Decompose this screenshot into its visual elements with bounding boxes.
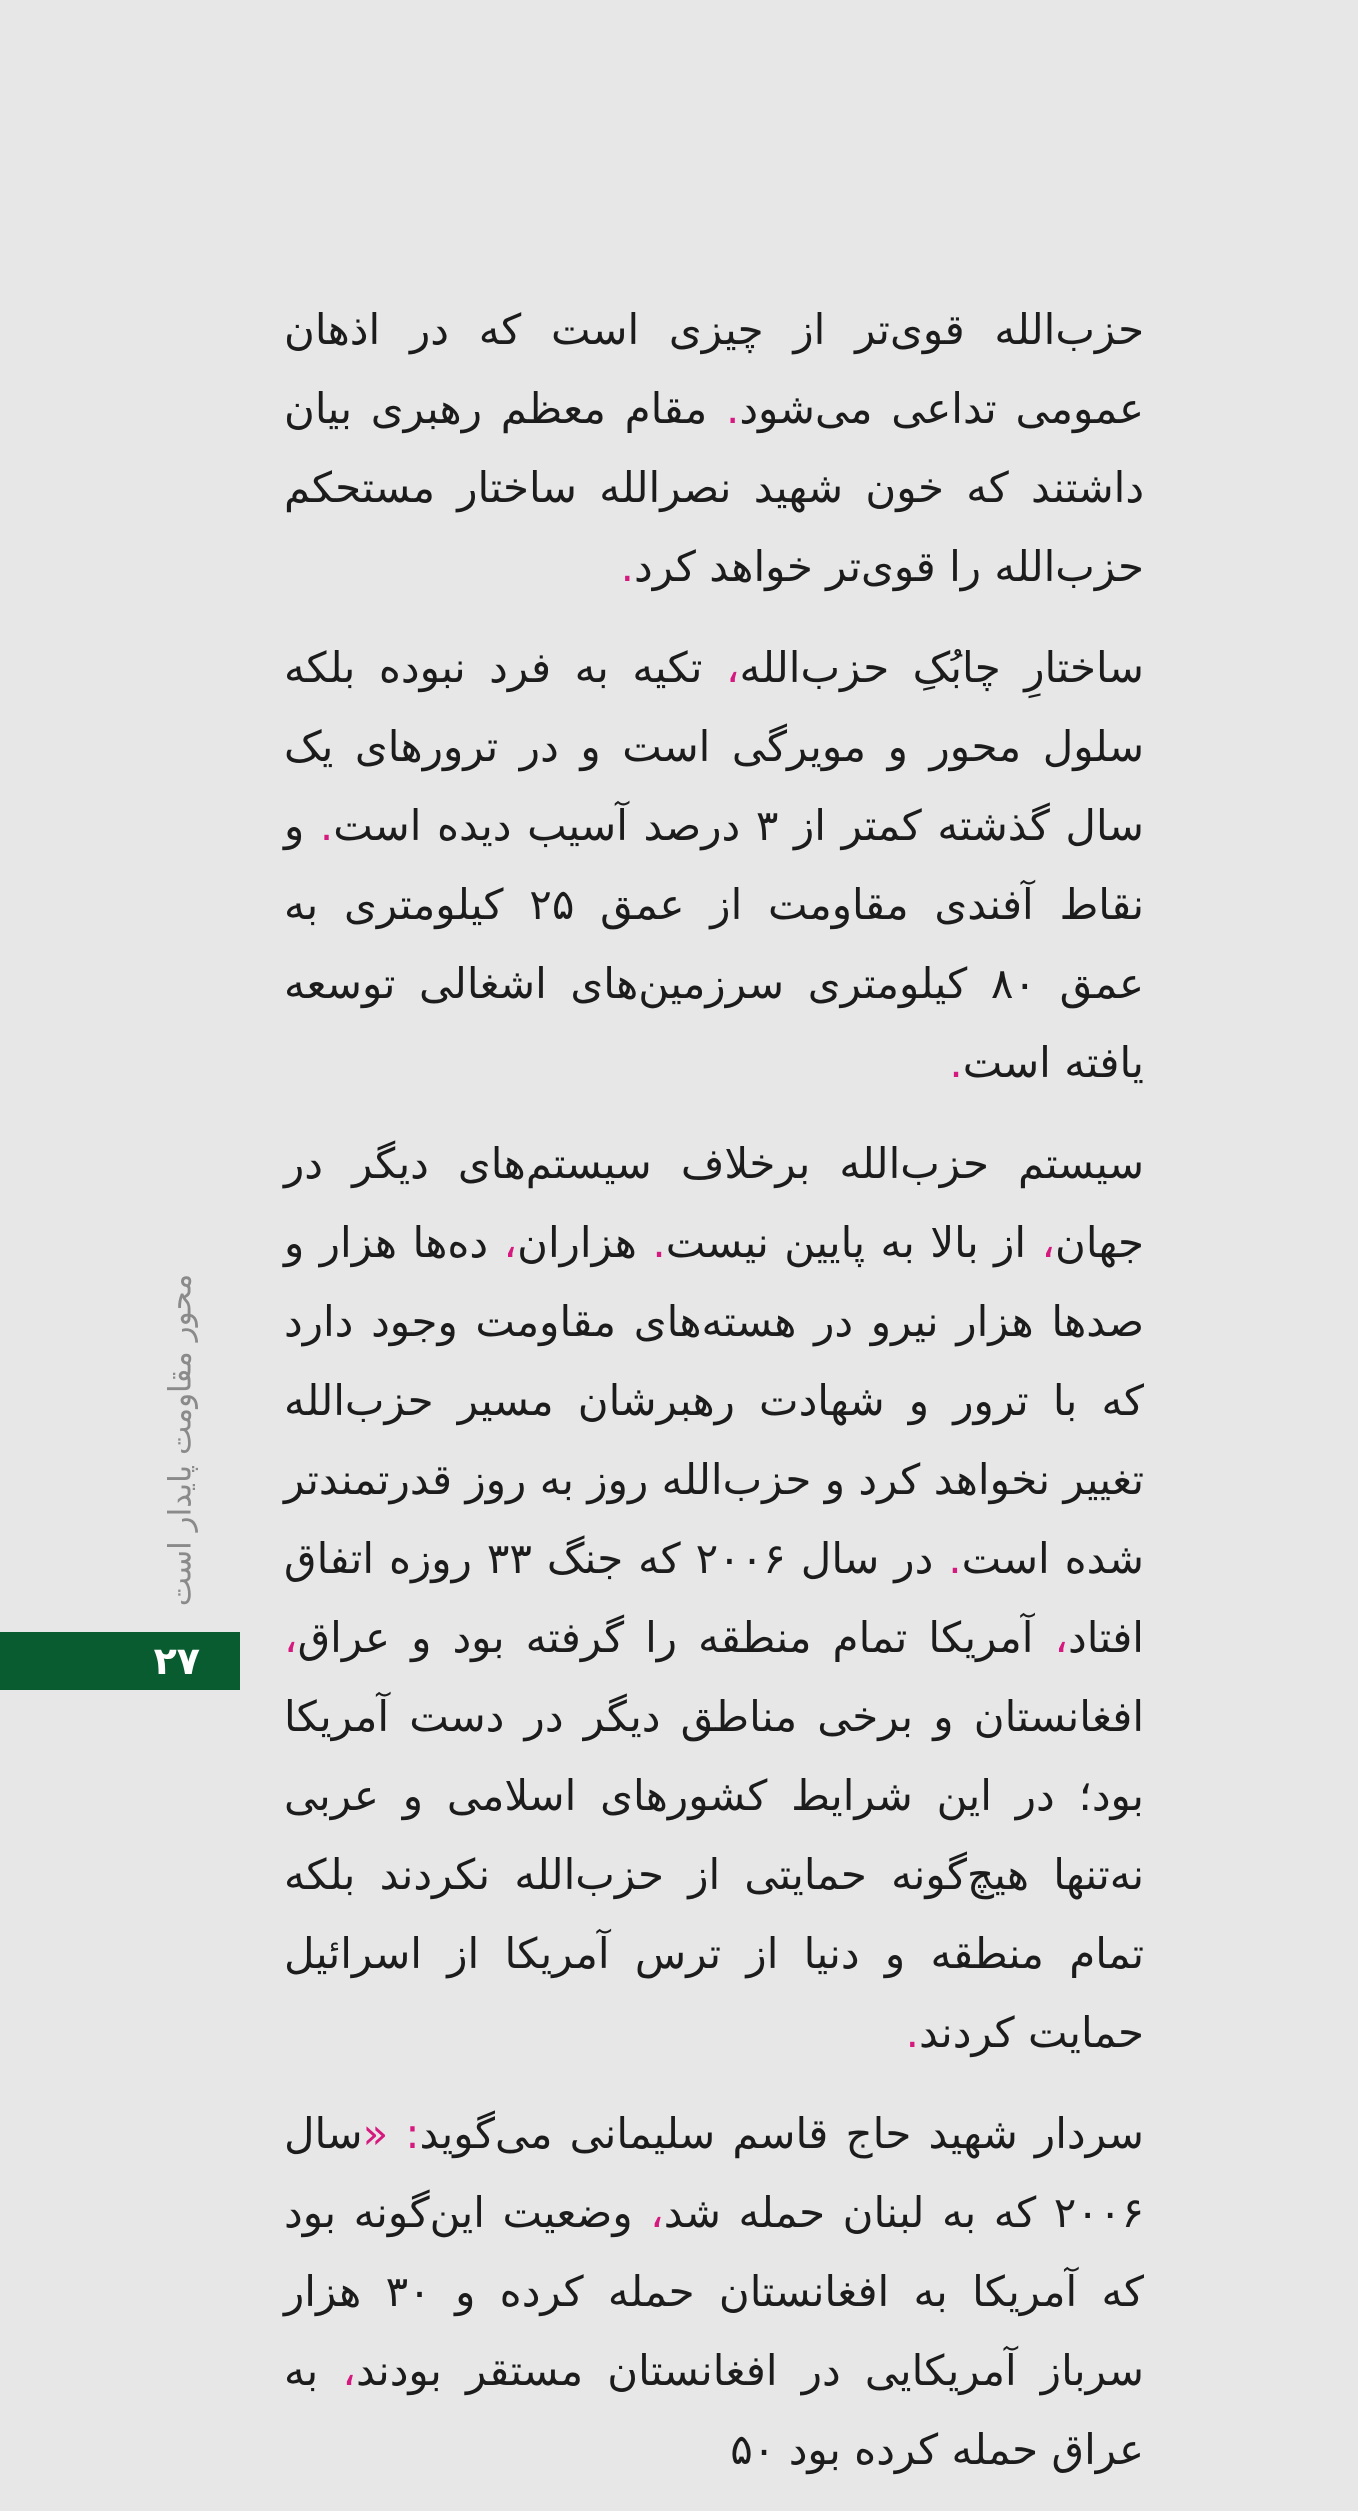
paragraph-4: سردار شهید حاج قاسم سلیمانی میگوید: «سال ۲۰۰۶ که به لبنان حمله شد، وضعیت اینگونه بود که آمریکا به افغانستان حمله کرده و ۳۰ هزار سرباز آمریکایی در افغانستان مستقر بودند، به عراق حمله کرده بود ۵۰ xyxy=(284,2109,1145,2474)
paragraph-3: سیستم حزبالله برخلف سیستمهای دیگر در جهان، از بال به پایین نیست. هزاران، دهها هزار و صدها هزار نیرو در هستههای مقاومت وجود دارد که با ترور و شهادت رهبرشان مسیر حزبالله تغییر نخواهد کرد و حزبالله روز به روز قدرتمندتر شده است. در سال ۲۰۰۶ که جنگ ۳۳ روزه اتفاق افتاد، آمریکا تمام منطقه را گرفته بود و عراق، افغانستان و برخی مناطق دیگر در دست آمریکا بود؛ در این شرایط کشورهای اسلمی و عربی نهتنها هیچگونه حمایتی از حزبالله نکردند بلکه تمام منطقه و دنیا از ترس آمریکا از اسرائیل حمایت کردند. xyxy=(284,1139,1145,2057)
paragraph-1: حزبالله قویتر از چیزی است که در اذهان عمومی تداعی میشود. مقام معظم رهبری بیان داشتند که خون شهید نصرالله ساختار مستحکم حزبالله را قویتر خواهد کرد. xyxy=(284,305,1145,591)
running-title-text: محور مقاومت پایدار است xyxy=(162,1273,198,1607)
paragraph-2: ساختار چابک حزبالله، تکیه به فرد نبوده بلکه سلول محور و مویرگی است و در ترورهای یک سال گذشته کمتر از ۳ درصد آسیب دیده است. و نقاط آفندی مقاومت از عمق ۲۵ کیلومتری به عمق ۸۰ کیلومتری سرزمینهای اشغالی توسعه یافته است. xyxy=(284,643,1145,1087)
article-body xyxy=(284,290,1144,2511)
page-number-tab xyxy=(0,1632,240,1690)
running-title xyxy=(140,1273,220,1607)
page-number: ۲۷ xyxy=(153,1639,200,1683)
